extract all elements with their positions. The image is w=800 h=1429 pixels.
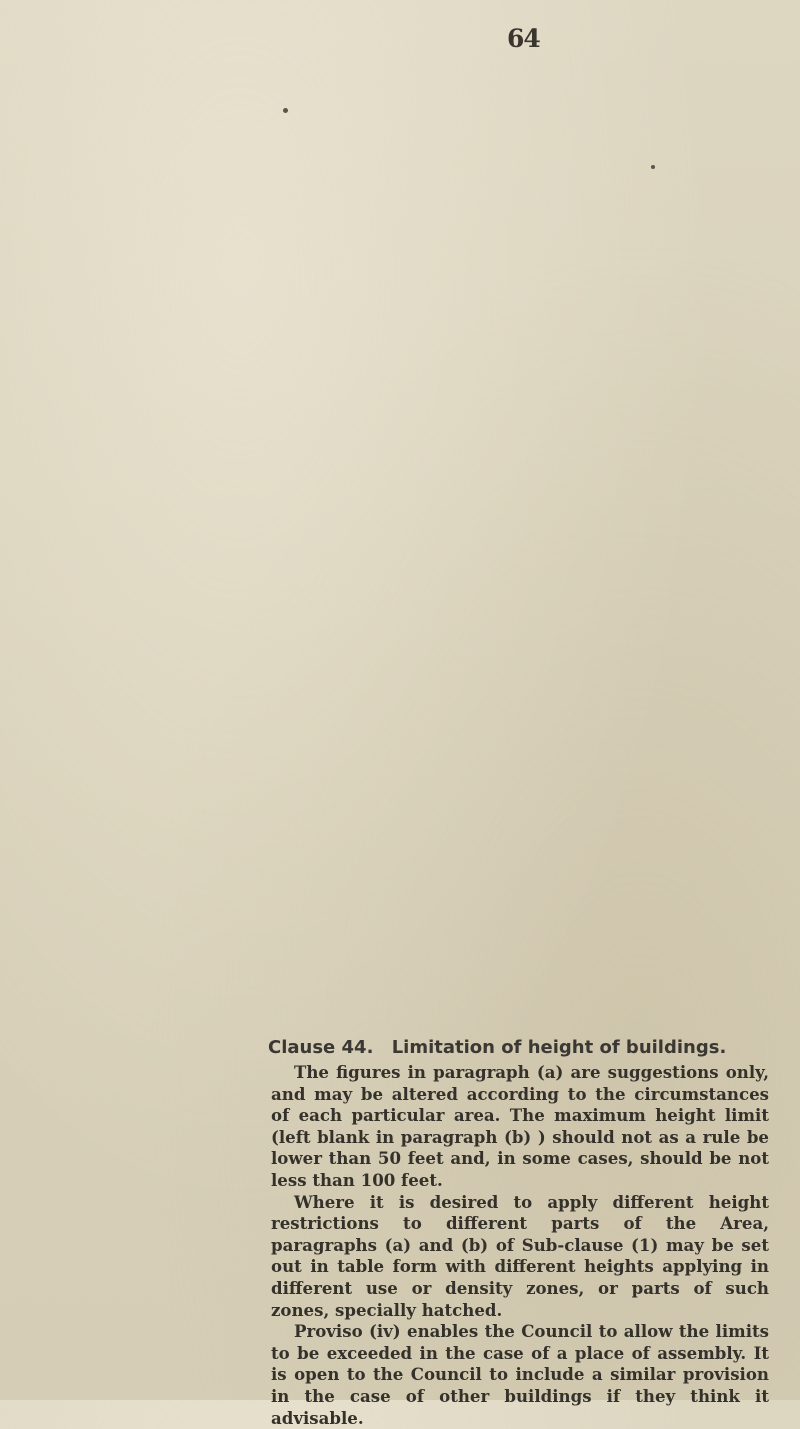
clause-body — [271, 1062, 769, 1429]
paragraph: The figures in paragraph (a) are suggestions only, and may be altered according to the circumstances of each particular area. The maximum height limit (left blank in paragraph (b) ) should not as a rule be lower than 50 feet and, in some cases, should be not less than 100 feet. — [271, 1062, 769, 1190]
page-number: 64 — [507, 24, 540, 53]
clause-number: Clause 44. — [268, 1037, 374, 1058]
paragraph: Proviso (iv) enables the Council to allow the limits to be exceeded in the case of a place of assembly. It is open to the Council to include a similar provision in the case of other buildings if they think it advisable. — [271, 1321, 769, 1428]
clause-heading — [268, 1037, 726, 1058]
paragraph: Where it is desired to apply different height restrictions to different parts of the Area, paragraphs (a) and (b) of Sub-clause (1) may be set out in table form with different heights applying in different use or density zones, or parts of such zones, specially hatched. — [271, 1191, 769, 1320]
paper-speck — [651, 165, 655, 169]
clause-title: Limitation of height of buildings. — [391, 1037, 727, 1058]
paper-speck — [283, 108, 288, 113]
